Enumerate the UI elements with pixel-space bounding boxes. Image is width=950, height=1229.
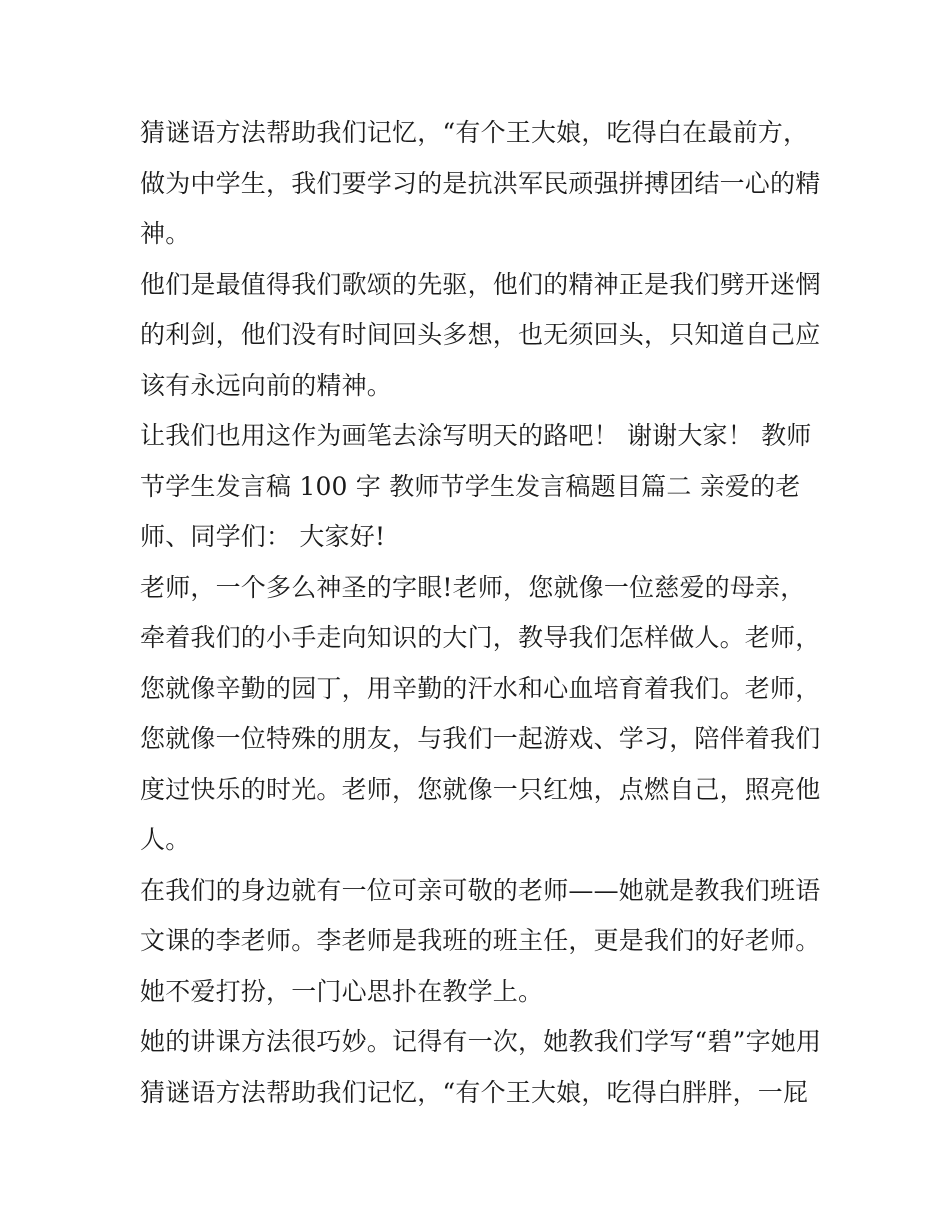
text-line: 神。 [140, 219, 191, 248]
text-line: 他们是最值得我们歌颂的先驱，他们的精神正是我们劈开迷惘 [140, 269, 821, 299]
text-line: 让我们也用这作为画笔去涂写明天的路吧！ 谢谢大家！ 教师 [140, 421, 812, 450]
document-body [140, 108, 820, 1118]
text-line: 做为中学生，我们要学习的是抗洪军民顽强拼搏团结一心的精 [140, 168, 821, 198]
text-line: 文课的李老师。李老师是我班的班主任，更是我们的好老师。 [140, 926, 821, 955]
text-line: 您就像一位特殊的朋友，与我们一起游戏、学习，陪伴着我们 [140, 724, 821, 753]
text-line: 老师，一个多么神圣的字眼!老师，您就像一位慈爱的母亲， [140, 572, 806, 602]
text-line: 牵着我们的小手走向知识的大门，教导我们怎样做人。老师， [140, 623, 821, 652]
text-line: 猜谜语方法帮助我们记忆，“有个王大娘，吃得白胖胖，一屁 [140, 1077, 809, 1107]
text-line: 在我们的身边就有一位可亲可敬的老师——她就是教我们班语 [140, 875, 821, 905]
text-line: 师、同学们： 大家好! [140, 522, 386, 551]
text-line: 您就像辛勤的园丁，用辛勤的汗水和心血培育着我们。老师， [140, 673, 821, 703]
text-line: 度过快乐的时光。老师，您就像一只红烛，点燃自己，照亮他 [140, 774, 821, 804]
text-line: 该有永远向前的精神。 [140, 370, 393, 400]
text-line: 猜谜语方法帮助我们记忆，“有个王大娘，吃得白在最前方， [140, 118, 809, 147]
text-line: 她不爱打扮，一门心思扑在教学上。 [140, 976, 544, 1006]
text-line: 的利剑，他们没有时间回头多想，也无须回头，只知道自己应 [140, 320, 821, 349]
text-line: 人。 [140, 825, 191, 854]
text-line: 节学生发言稿 100 字 教师节学生发言稿题目篇二 亲爱的老 [140, 471, 801, 501]
text-line: 她的讲课方法很巧妙。记得有一次，她教我们学写“碧”字她用 [140, 1027, 822, 1056]
